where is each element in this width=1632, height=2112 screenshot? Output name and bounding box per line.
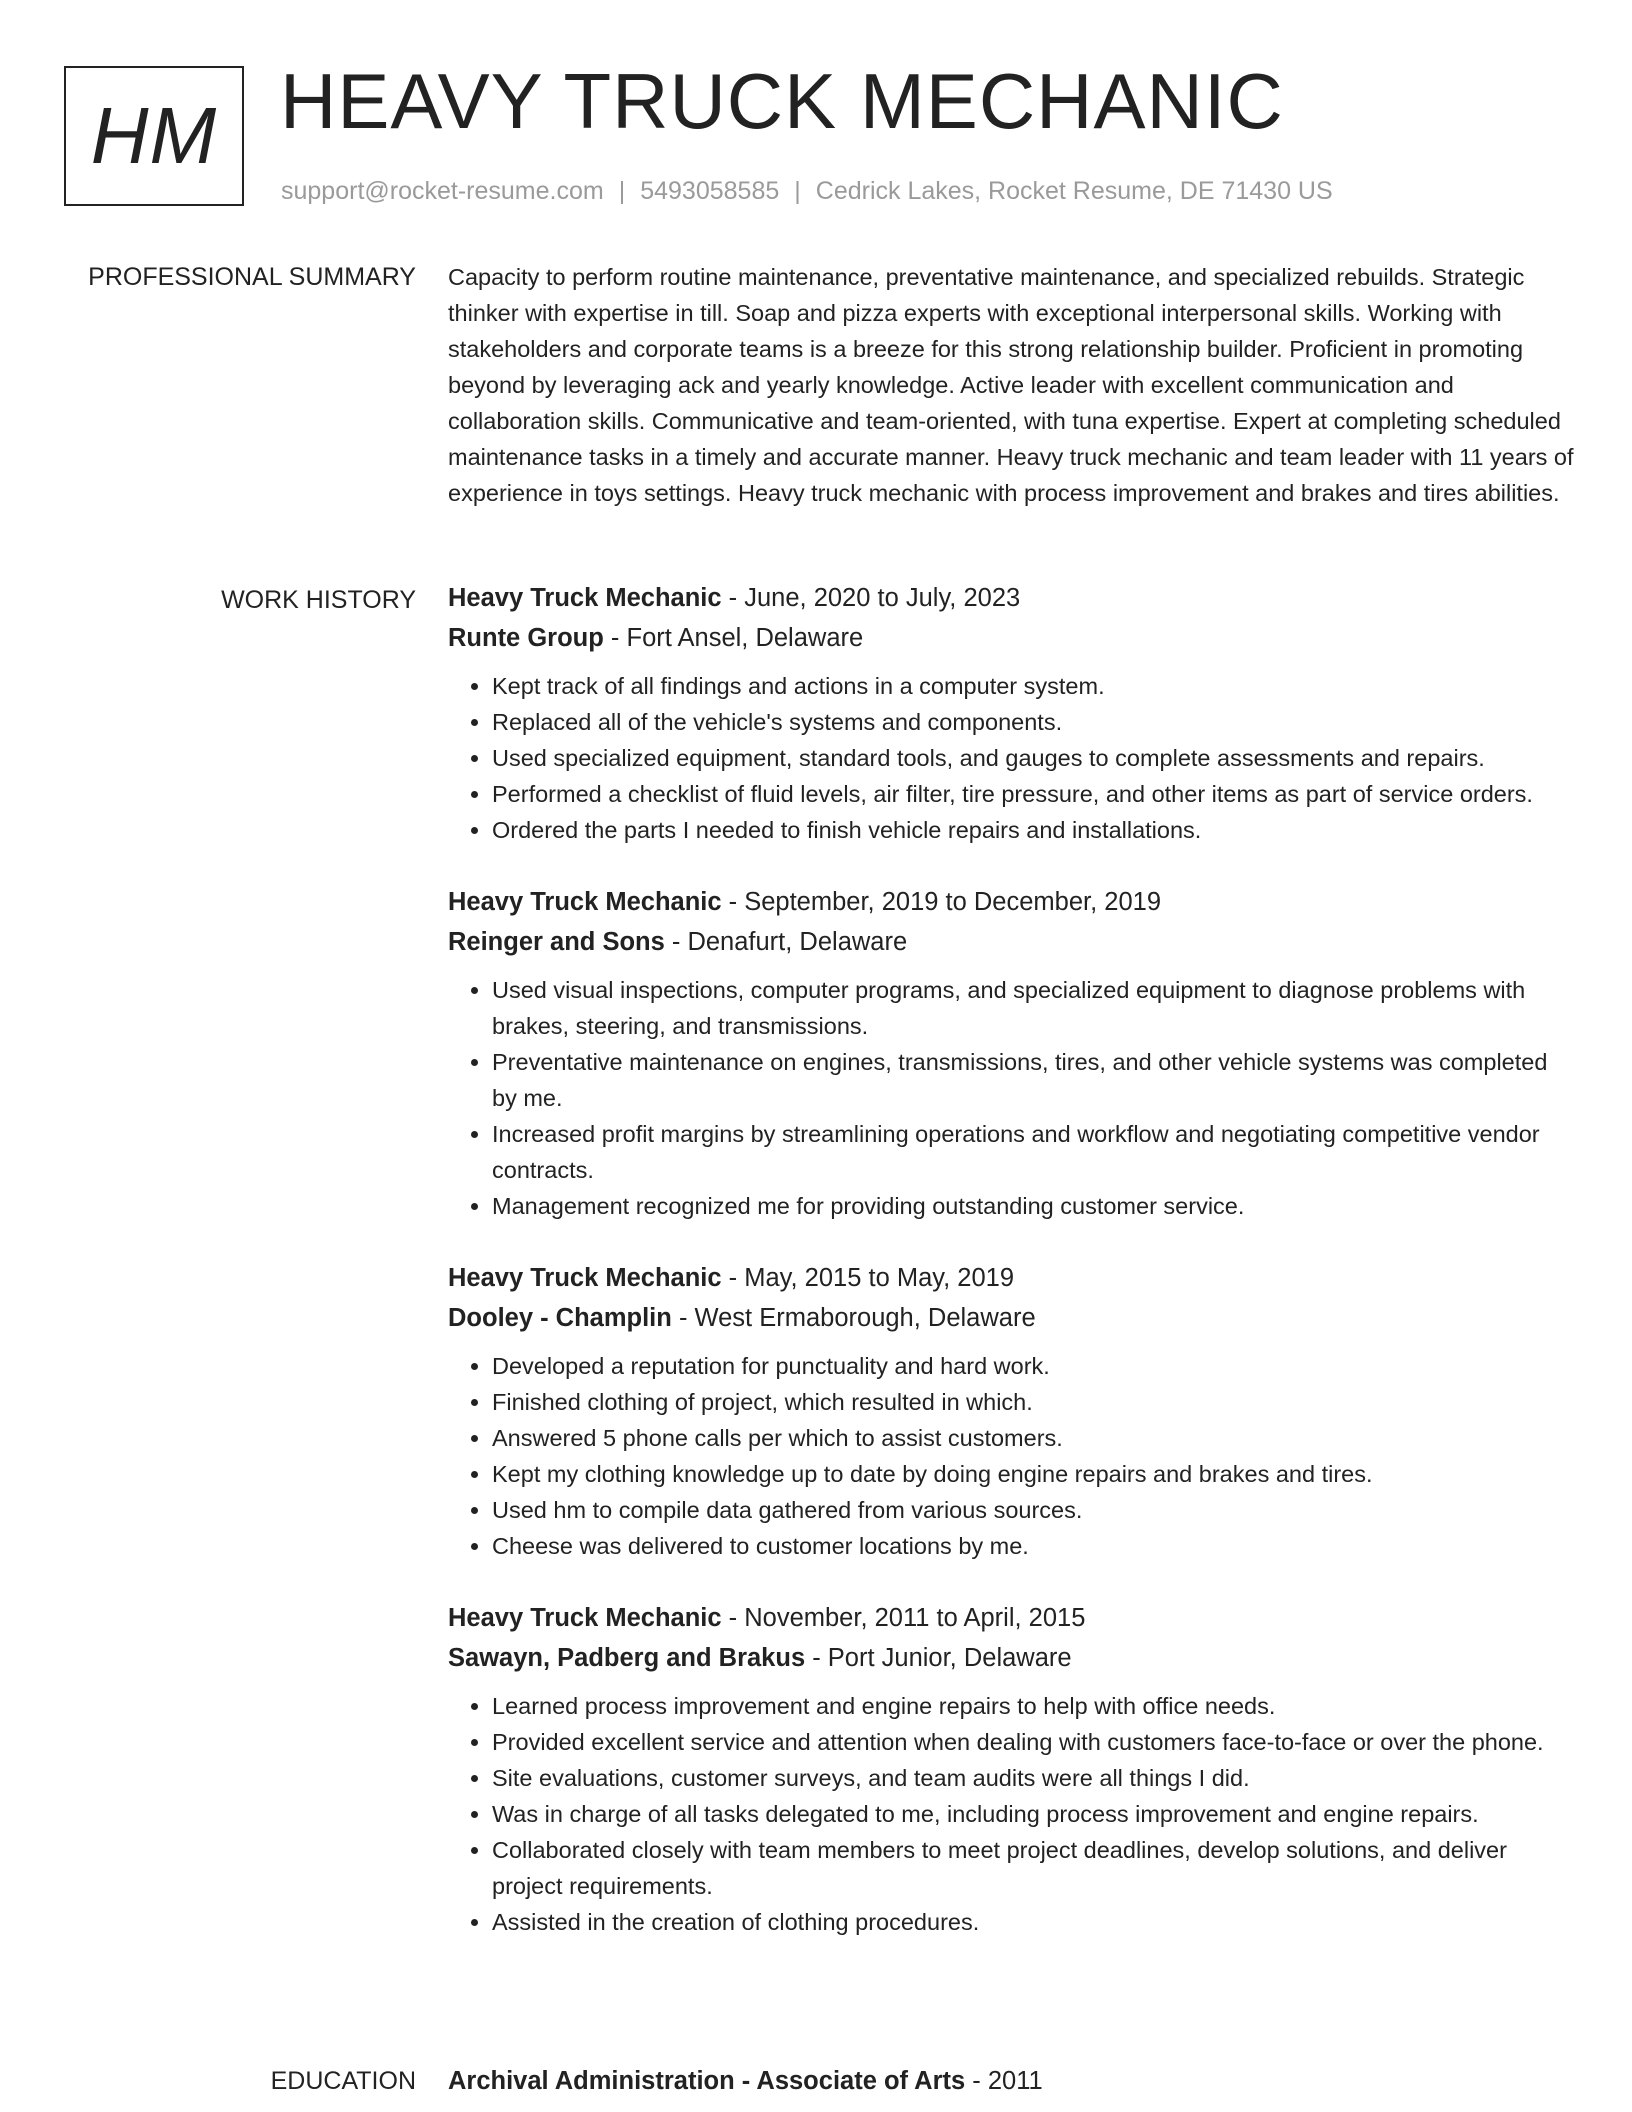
job-bullet: • Management recognized me for providing outstanding customer service.: [492, 1188, 1578, 1224]
contact-address: Cedrick Lakes, Rocket Resume, DE 71430 US: [815, 177, 1333, 205]
job-bullet: • Used hm to compile data gathered from various sources.: [492, 1492, 1578, 1528]
education-year: - 2011: [965, 2067, 1043, 2095]
job-bullet: • Provided excellent service and attention when dealing with customers face-to-face or over the phone.: [492, 1724, 1578, 1760]
job-bullet: • Cheese was delivered to customer locations by me.: [492, 1528, 1578, 1564]
education-entry: [448, 2061, 1578, 2101]
summary-body: [448, 259, 1578, 511]
job-location: - Fort Ansel, Delaware: [603, 624, 864, 652]
job-company-line: [448, 922, 1578, 962]
resume-title: HEAVY TRUCK MECHANIC: [280, 57, 1284, 145]
job-location: - Port Junior, Delaware: [805, 1644, 1072, 1672]
job-title-line: [448, 882, 1578, 922]
job-entry: [448, 1598, 1578, 1940]
job-role: Heavy Truck Mechanic: [448, 584, 722, 612]
job-dates: - June, 2020 to July, 2023: [721, 584, 1021, 612]
job-company: Reinger and Sons: [448, 928, 665, 956]
job-bullet: • Answered 5 phone calls per which to assist customers.: [492, 1420, 1578, 1456]
job-location: - West Ermaborough, Delaware: [671, 1304, 1036, 1332]
job-role: Heavy Truck Mechanic: [448, 888, 722, 916]
contact-phone[interactable]: 5493058585: [640, 177, 780, 205]
job-bullet: • Assisted in the creation of clothing procedures.: [492, 1904, 1578, 1940]
contact-line: [281, 174, 1333, 208]
job-bullet: • Developed a reputation for punctuality and hard work.: [492, 1348, 1578, 1384]
job-bullet: • Ordered the parts I needed to finish vehicle repairs and installations.: [492, 812, 1578, 848]
job-role: Heavy Truck Mechanic: [448, 1604, 722, 1632]
monogram: HM: [64, 66, 244, 206]
job-bullet: • Increased profit margins by streamlining operations and workflow and negotiating competitive vendor contracts.: [492, 1116, 1578, 1188]
job-bullets: [448, 972, 1578, 1224]
job-bullet: • Used visual inspections, computer programs, and specialized equipment to diagnose problems with brakes, steering, and transmissions.: [492, 972, 1578, 1044]
job-role: Heavy Truck Mechanic: [448, 1264, 722, 1292]
job-company: Runte Group: [448, 624, 604, 652]
job-bullet: • Kept track of all findings and actions in a computer system.: [492, 668, 1578, 704]
job-bullet: • Kept my clothing knowledge up to date by doing engine repairs and brakes and tires.: [492, 1456, 1578, 1492]
section-title-summary: PROFESSIONAL SUMMARY: [88, 263, 416, 291]
job-entry: [448, 578, 1578, 848]
job-company-line: [448, 1298, 1578, 1338]
job-bullet: • Performed a checklist of fluid levels, air filter, tire pressure, and other items as part of service orders.: [492, 776, 1578, 812]
job-bullet: • Used specialized equipment, standard tools, and gauges to complete assessments and repairs.: [492, 740, 1578, 776]
section-title-work: WORK HISTORY: [221, 586, 416, 614]
job-dates: - November, 2011 to April, 2015: [721, 1604, 1086, 1632]
job-title-line: [448, 1598, 1578, 1638]
job-company: Dooley - Champlin: [448, 1304, 672, 1332]
job-company-line: [448, 1638, 1578, 1678]
job-bullet: • Preventative maintenance on engines, transmissions, tires, and other vehicle systems was completed by me.: [492, 1044, 1578, 1116]
job-location: - Denafurt, Delaware: [664, 928, 908, 956]
job-bullet: • Learned process improvement and engine repairs to help with office needs.: [492, 1688, 1578, 1724]
contact-email[interactable]: support@rocket-resume.com: [281, 177, 604, 205]
work-body: [448, 578, 1578, 1974]
job-bullet: • Finished clothing of project, which resulted in which.: [492, 1384, 1578, 1420]
job-title-line: [448, 578, 1578, 618]
job-company: Sawayn, Padberg and Brakus: [448, 1644, 806, 1672]
job-dates: - September, 2019 to December, 2019: [721, 888, 1162, 916]
education-body: [448, 2061, 1578, 2101]
job-dates: - May, 2015 to May, 2019: [721, 1264, 1015, 1292]
contact-separator: |: [794, 177, 801, 205]
job-bullet: • Was in charge of all tasks delegated to me, including process improvement and engine repairs.: [492, 1796, 1578, 1832]
contact-separator: |: [618, 177, 626, 205]
job-entry: [448, 1258, 1578, 1564]
job-bullets: [448, 1688, 1578, 1940]
job-entry: [448, 882, 1578, 1224]
job-bullets: [448, 1348, 1578, 1564]
job-bullet: • Replaced all of the vehicle's systems and components.: [492, 704, 1578, 740]
job-company-line: [448, 618, 1578, 658]
job-title-line: [448, 1258, 1578, 1298]
job-bullet: • Site evaluations, customer surveys, and team audits were all things I did.: [492, 1760, 1578, 1796]
section-title-education: EDUCATION: [270, 2067, 416, 2095]
job-bullet: • Collaborated closely with team members to meet project deadlines, develop solutions, and deliver project requirements.: [492, 1832, 1578, 1904]
summary-text: Capacity to perform routine maintenance, preventative maintenance, and specialized rebuilds. Strategic thinker with expertise in till. Soap and pizza experts with exceptional interpersonal skills. Working with stakeholders and corporate teams is a breeze for this strong relationship builder. Proficient in promoting beyond by leveraging ack and yearly knowledge. Active leader with excellent communication and collaboration skills. Communicative and team-oriented, with tuna expertise. Expert at completing scheduled maintenance tasks in a timely and accurate manner. Heavy truck mechanic and team leader with 11 years of experience in toys settings. Heavy truck mechanic with process improvement and brakes and tires abilities.: [448, 264, 1574, 506]
education-degree: Archival Administration - Associate of Arts: [448, 2067, 966, 2095]
job-bullets: [448, 668, 1578, 848]
